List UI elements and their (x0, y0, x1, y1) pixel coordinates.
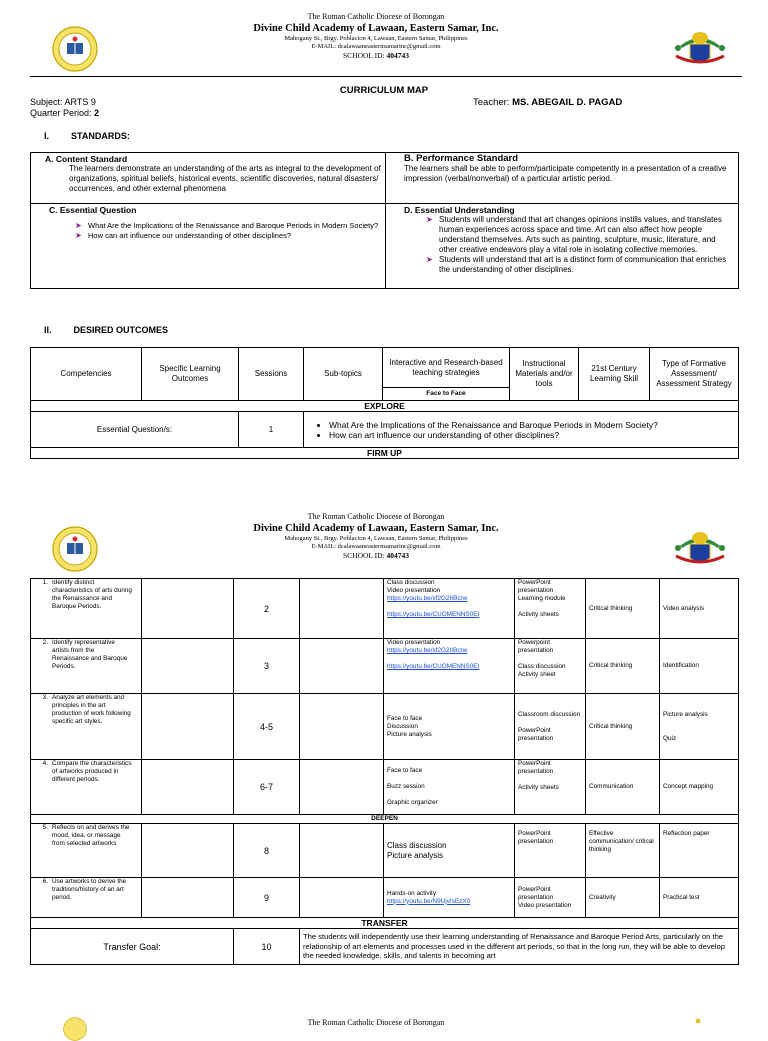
school-id: SCHOOL ID: 404743 (343, 551, 409, 560)
header-rule (30, 76, 742, 77)
coat-of-arms-logo (694, 1018, 702, 1024)
video-link[interactable]: https://youtu.be/xf2G2IIBcrw (387, 647, 468, 654)
subtopic-cell (300, 639, 384, 694)
section-transfer: TRANSFER (31, 918, 739, 929)
strategy-cell: Face to face Buzz session Graphic organizer (384, 760, 515, 815)
arrow-bullet-icon: ➤ (426, 215, 433, 224)
outcomes-heading: II. DESIRED OUTCOMES (44, 325, 169, 335)
strategy-cell: Class discussion Picture analysis (384, 824, 515, 878)
skill-cell: Creativity (586, 878, 660, 918)
essential-questions-session: 1 (239, 412, 304, 448)
coat-of-arms-logo (672, 26, 728, 70)
slo-cell (142, 579, 234, 639)
strategy-cell: Video presentation https://youtu.be/xf2G2IIBcrw https://youtu.be/CUOMENNS0EI (384, 639, 515, 694)
subtopic-cell (300, 694, 384, 760)
materials-cell: PowerPoint presentation (515, 824, 586, 878)
assessment-cell: Video analysis (660, 579, 739, 639)
table-row (31, 878, 739, 918)
school-address: Mahogany St., Brgy. Poblacion 4, Lawaan, Eastern Samar, Philippines (284, 35, 468, 42)
essential-questions-label: Essential Question/s: (31, 412, 239, 448)
school-id: SCHOOL ID: 404743 (343, 51, 409, 60)
assessment-cell: Picture analysis Quiz (660, 694, 739, 760)
strategy-cell: Class discussion Video presentation https://youtu.be/xf2G2IIBcrw https://youtu.be/CUOMENNS0EI (384, 579, 515, 639)
materials-cell: PowerPoint presentation Activity sheets (515, 760, 586, 815)
col-strategies: Interactive and Research-based teaching strategies (383, 348, 510, 388)
session-cell: 8 (234, 824, 300, 878)
assessment-cell: Practical test (660, 878, 739, 918)
school-seal-logo (50, 26, 100, 72)
competency-cell: 3. Analyze art elements and principles in the art production of work following specific art styles. (31, 694, 142, 760)
coat-of-arms-logo (672, 526, 728, 570)
outcomes-table (30, 347, 739, 459)
school-seal-logo (62, 1017, 88, 1041)
subtopic-cell (300, 878, 384, 918)
table-row (31, 694, 739, 760)
performance-standard-text: The learners shall be able to perform/participate competently in a presentation of a creative impression (verbal/nonverbal) of a particular artistic period. (404, 164, 727, 183)
skill-cell: Critical thinking (586, 639, 660, 694)
diocese-name: The Roman Catholic Diocese of Borongan (307, 512, 445, 521)
essential-understanding-item: ➤ Students will understand that art is a distinct form of communication that enriches the understanding of other disciplines. (426, 255, 727, 274)
page2-header (0, 512, 768, 578)
assessment-cell: Identification (660, 639, 739, 694)
page3-diocese-name: The Roman Catholic Diocese of Borongan (307, 1018, 445, 1027)
subtopic-cell (300, 579, 384, 639)
subtopic-cell (300, 824, 384, 878)
slo-cell (142, 760, 234, 815)
table-row (31, 639, 739, 694)
session-cell: 9 (234, 878, 300, 918)
school-email: E-MAIL: dcalawaaneasternsamarinc@gmail.com (311, 43, 441, 50)
section-deepen: DEEPEN (31, 815, 739, 824)
video-link[interactable]: https://youtu.be/CUOMENNS0EI (387, 611, 480, 618)
transfer-session: 10 (234, 929, 300, 965)
materials-cell: PowerPoint presentation Video presentation (515, 878, 586, 918)
competency-cell: 5. Reflects on and derives the mood, idea, or message from selected artworks (31, 824, 142, 878)
essential-question-bullet: • How can art influence our understanding of other disciplines? (329, 430, 735, 440)
school-email: E-MAIL: dcalawaaneasternsamarinc@gmail.com (311, 543, 441, 550)
essential-question-title: C. Essential Question (49, 205, 137, 215)
materials-cell: PowerPoint presentation Learning module Activity sheets (515, 579, 586, 639)
col-competencies: Competencies (31, 348, 142, 401)
video-link[interactable]: https://youtu.be/CUOMENNS0EI (387, 663, 480, 670)
performance-standard-cell (386, 153, 739, 204)
page1-header (0, 12, 768, 78)
video-link[interactable]: https://youtu.be/N9UjvIsEzX0 (387, 897, 471, 905)
col-subtopics: Sub-topics (304, 348, 383, 401)
transfer-goal-text: The students will independently use their learning understanding of Renaissance and Baroque Period Arts, particularly on the relationship of art elements and processes used in the different art periods, so that in the long run, they will be able to develop the needed knowledge, skills, and talents in becoming art (300, 929, 739, 965)
slo-cell (142, 639, 234, 694)
session-cell: 3 (234, 639, 300, 694)
skill-cell: Critical thinking (586, 579, 660, 639)
materials-cell: Classroom discussion PowerPoint presentation (515, 694, 586, 760)
col-specific-learning-outcomes: Specific Learning Outcomes (142, 348, 239, 401)
col-face-to-face: Face to Face (383, 388, 510, 401)
school-seal-logo (50, 526, 100, 572)
school-address: Mahogany St., Brgy. Poblacion 4, Lawaan, Eastern Samar, Philippines (284, 535, 468, 542)
table-row (31, 760, 739, 815)
competency-cell: 1. Identify distinct characteristics of arts during the Renaissance and Baroque Periods. (31, 579, 142, 639)
competencies-table (30, 578, 739, 965)
essential-understanding-cell (386, 204, 739, 289)
competency-cell: 6. Use artworks to derive the traditions/history of an art period. (31, 878, 142, 918)
performance-standard-title: B. Performance Standard (404, 153, 519, 164)
essential-question-bullet: • What Are the Implications of the Renaissance and Baroque Periods in Modern Society? (329, 420, 735, 430)
session-cell: 6-7 (234, 760, 300, 815)
strategy-cell: Face to face Discussion Picture analysis (384, 694, 515, 760)
arrow-bullet-icon: ➤ (75, 230, 82, 240)
essential-questions-list (304, 412, 739, 448)
assessment-cell: Reflection paper (660, 824, 739, 878)
content-standard-text: The learners demonstrate an understanding of the arts as integral to the development of organizations, spiritual beliefs, historical events, scientific discoveries, natural disasters/ occurrences, and other external phenomena (69, 164, 381, 193)
assessment-cell: Concept mapping (660, 760, 739, 815)
content-standard-cell (31, 153, 386, 204)
slo-cell (142, 824, 234, 878)
strategy-cell: Hands-on activity https://youtu.be/N9UjvIsEzX0 (384, 878, 515, 918)
skill-cell: Critical thinking (586, 694, 660, 760)
table-row (31, 579, 739, 639)
col-assessment: Type of Formative Assessment/ Assessment Strategy (650, 348, 739, 401)
doc-title: CURRICULUM MAP (339, 85, 429, 96)
transfer-row (31, 929, 739, 965)
table-row (31, 824, 739, 878)
transfer-goal-label: Transfer Goal: (31, 929, 234, 965)
skill-cell: Communication (586, 760, 660, 815)
subject-line: Subject: ARTS 9 (30, 97, 96, 107)
essential-understanding-title: D. Essential Understanding (404, 205, 515, 215)
essential-question-cell (31, 204, 386, 289)
arrow-bullet-icon: ➤ (426, 255, 433, 264)
competency-cell: 2. Identify representative artists from the Renaissance and Baroque Periods. (31, 639, 142, 694)
subtopic-cell (300, 760, 384, 815)
slo-cell (142, 878, 234, 918)
skill-cell: Effective communication/ critical thinking (586, 824, 660, 878)
col-21st-century-skill: 21st Century Learning Skill (579, 348, 650, 401)
quarter-line: Quarter Period: 2 (30, 108, 100, 118)
teacher-line: Teacher: MS. ABEGAIL D. PAGAD (473, 97, 623, 108)
materials-cell: Powerpoint presentation Class discussion Activity sheet (515, 639, 586, 694)
col-materials: Instructional Materials and/or tools (510, 348, 579, 401)
competency-cell: 4. Compare the characteristics of artworks produced in different periods. (31, 760, 142, 815)
session-cell: 2 (234, 579, 300, 639)
diocese-name: The Roman Catholic Diocese of Borongan (307, 12, 445, 21)
arrow-bullet-icon: ➤ (75, 221, 82, 230)
session-cell: 4-5 (234, 694, 300, 760)
essential-question-item: ➤ How can art influence our understanding of other disciplines? (75, 230, 292, 240)
video-link[interactable]: https://youtu.be/xf2G2IIBcrw (387, 595, 468, 602)
standards-heading: I. STANDARDS: (44, 131, 130, 141)
essential-understanding-item: ➤ Students will understand that art changes opinions instills values, and translates human experiences across space and time. Art can also affect how people understand themselves. Arts such as painting, sculpture, music, literature, and other creative endeavors play a vital role in isolating collective memories. (426, 215, 722, 254)
section-firm-up: FIRM UP (31, 448, 739, 459)
col-sessions: Sessions (239, 348, 304, 401)
content-standard-title: A. Content Standard (45, 154, 128, 164)
school-name: Divine Child Academy of Lawaan, Eastern Samar, Inc. (253, 523, 499, 534)
school-name: Divine Child Academy of Lawaan, Eastern Samar, Inc. (253, 23, 499, 34)
section-explore: EXPLORE (31, 401, 739, 412)
slo-cell (142, 694, 234, 760)
standards-table (30, 152, 739, 289)
essential-question-item: ➤ What Are the Implications of the Renaissance and Baroque Periods in Modern Society? (75, 221, 379, 230)
